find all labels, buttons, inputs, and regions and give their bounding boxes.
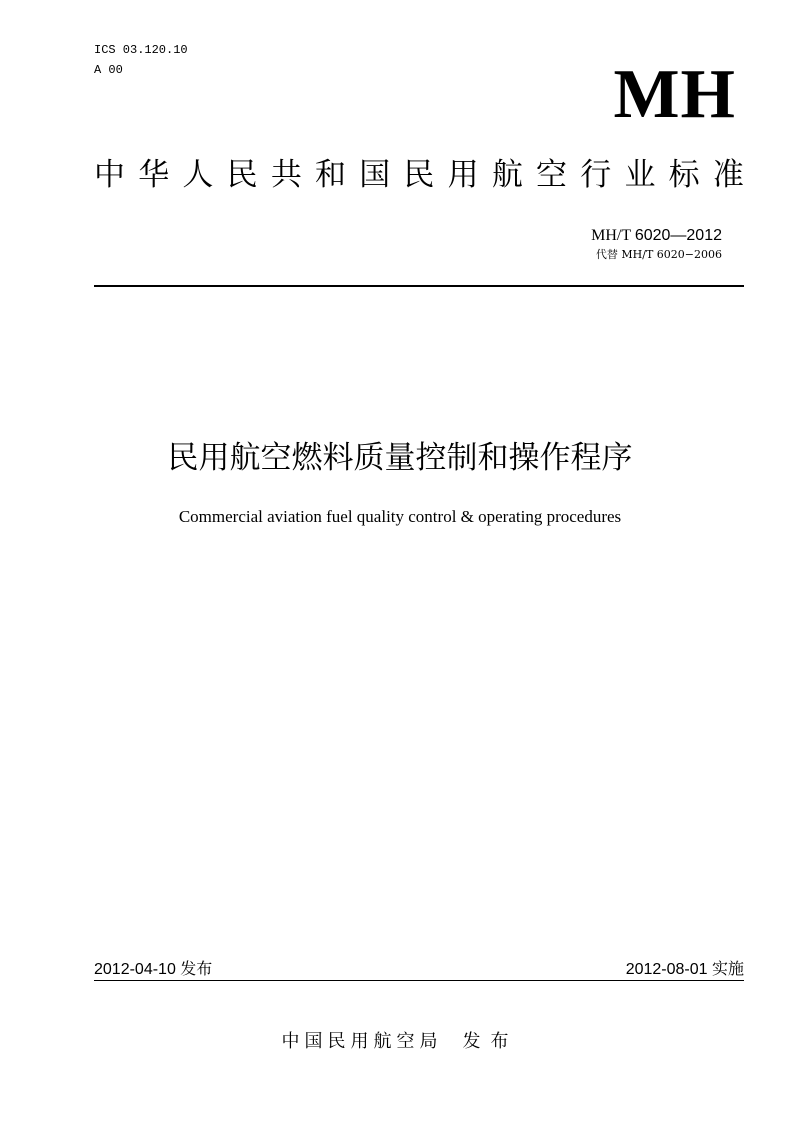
footer-divider bbox=[94, 980, 744, 981]
ics-code: ICS 03.120.10 bbox=[94, 43, 188, 57]
implementation-date: 2012-08-01 实施 bbox=[625, 961, 744, 978]
title-char: 业 bbox=[624, 157, 656, 193]
title-char: 共 bbox=[270, 157, 302, 193]
title-char: 空 bbox=[536, 157, 568, 193]
publisher-organization: 中国民用航空局 bbox=[281, 1031, 443, 1052]
title-char: 中 bbox=[94, 157, 125, 193]
document-subtitle: Commercial aviation fuel quality control & operating procedures bbox=[178, 507, 622, 526]
mh-logo: MH bbox=[613, 56, 736, 133]
publisher-line bbox=[0, 1030, 800, 1054]
title-char: 和 bbox=[315, 157, 347, 193]
document-title: 民用航空燃料质量控制和操作程序 bbox=[167, 440, 633, 476]
standard-code: 6020—2012 bbox=[634, 227, 722, 244]
standard-prefix: MH/T bbox=[591, 227, 631, 244]
title-char: 民 bbox=[403, 157, 435, 193]
publisher-action: 发布 bbox=[462, 1031, 519, 1052]
title-char: 用 bbox=[447, 157, 479, 193]
standard-category-title bbox=[94, 155, 744, 195]
title-char: 民 bbox=[226, 157, 258, 193]
ccs-code: A 00 bbox=[94, 63, 123, 77]
title-char: 人 bbox=[182, 157, 214, 193]
title-char: 华 bbox=[138, 157, 170, 193]
title-char: 准 bbox=[712, 157, 744, 193]
standard-number bbox=[591, 226, 722, 246]
title-char: 标 bbox=[668, 157, 700, 193]
header-divider bbox=[94, 285, 744, 287]
issue-date: 2012-04-10 发布 bbox=[94, 961, 213, 978]
replaces-standard: 代替 MH/T 6020−2006 bbox=[595, 248, 722, 261]
title-char: 航 bbox=[491, 157, 523, 193]
title-char: 行 bbox=[580, 157, 612, 193]
classification-block bbox=[94, 40, 188, 80]
title-char: 国 bbox=[359, 157, 391, 193]
